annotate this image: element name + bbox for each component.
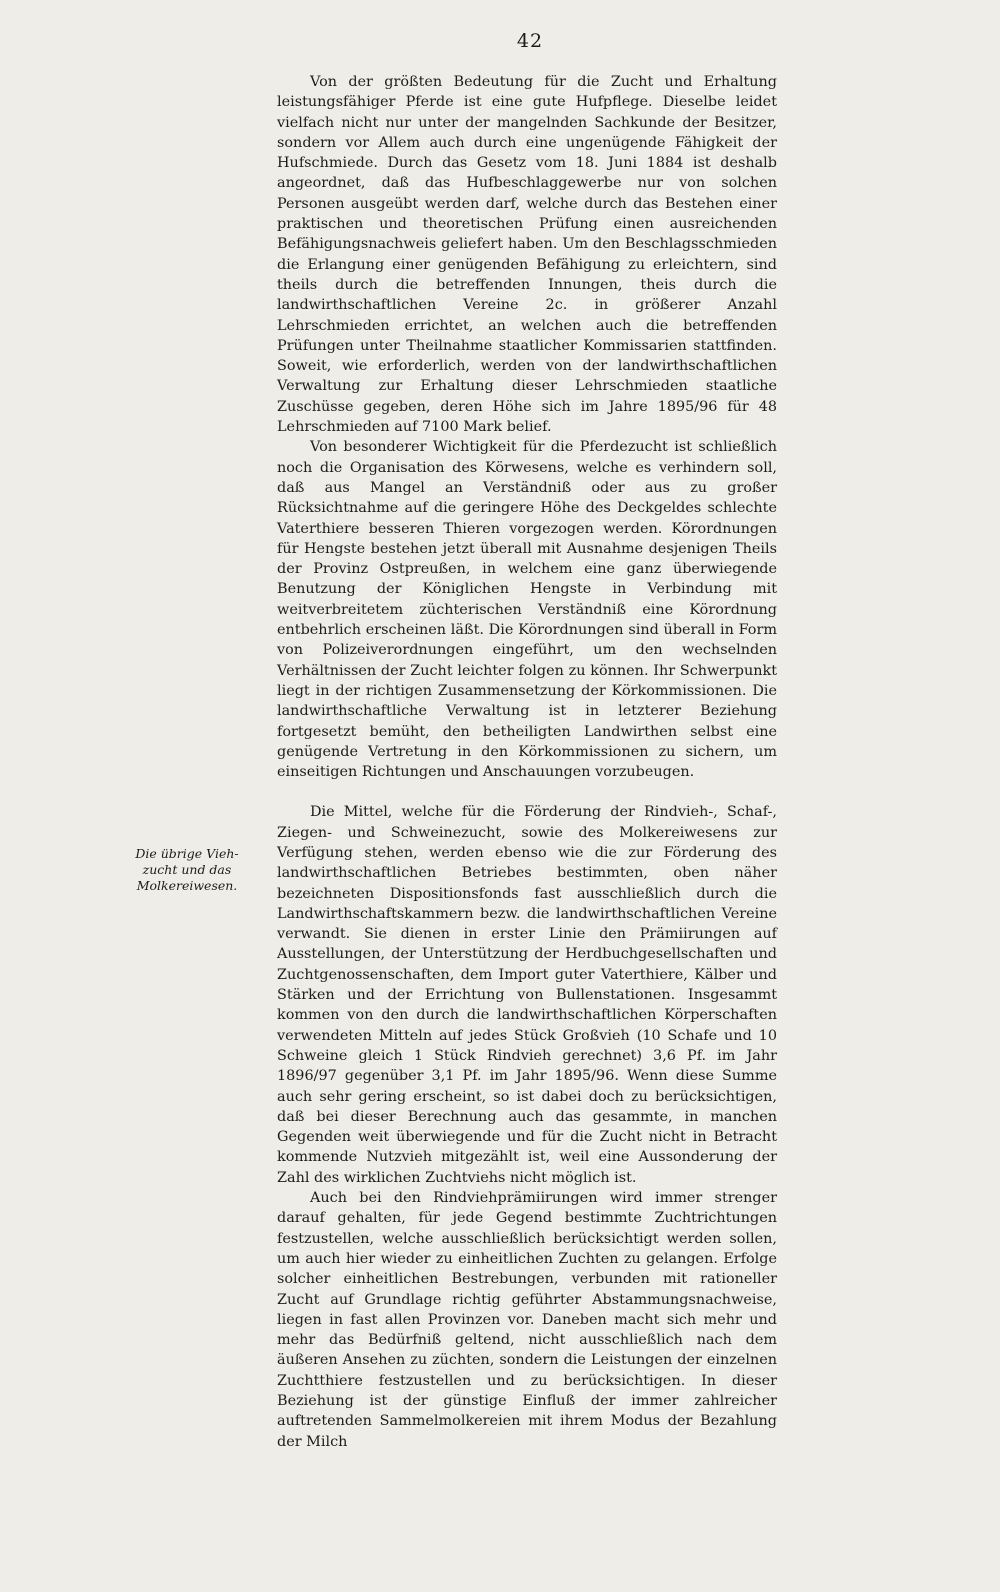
margin-note-line: Molkereiwesen.: [136, 878, 238, 893]
paragraph-koerwesen: Von besonderer Wichtigkeit für die Pferdezucht ist schließlich noch die Organisation des Körwesens, welche es verhindern soll, daß aus Mangel an Verständniß oder aus zu großer Rücksichtnahme auf die geringere Höhe des Deckgeldes schlechte Vaterthiere besseren Thieren vorgezogen werden. Körordnungen für Hengste bestehen jetzt überall mit Ausnahme desjenigen Theils der Provinz Ostpreußen, in welchem eine ganz überwiegende Benutzung der Königlichen Hengste in Verbindung mit weitverbreitetem züchterischen Verständniß eine Körordnung entbehrlich erscheinen läßt. Die Körordnungen sind überall in Form von Polizeiverordnungen eingeführt, um den wechselnden Verhältnissen der Zucht leichter folgen zu können. Ihr Schwerpunkt liegt in der richtigen Zusammensetzung der Körkommissionen. Die landwirthschaftliche Verwaltung ist in letzterer Beziehung fortgesetzt bemüht, den betheiligten Landwirthen selbst eine genügende Vertretung in den Körkommissionen zu sichern, um einseitigen Richtungen und Anschauungen vorzubeugen.: [277, 439, 777, 781]
paragraph-viehzucht-mittel: Die Mittel, welche für die Förderung der Rindvieh-, Schaf-, Ziegen- und Schweinezucht, sowie des Molkereiwesens zur Verfügung stehen, werden ebenso wie die zur Förderung des landwirthschaftlichen Betriebes bestimmten, oben näher bezeichneten Dispositionsfonds fast ausschließlich durch die Landwirthschaftskammern bezw. die landwirthschaftlichen Vereine verwandt. Sie dienen in erster Linie den Prämiirungen auf Ausstellungen, der Unterstützung der Herdbuchgesellschaften und Zuchtgenossenschaften, dem Import guter Vaterthiere, Kälber und Stärken und der Errichtung von Bullenstationen. Insgesammt kommen von den durch die landwirthschaftlichen Körperschaften verwendeten Mitteln auf jedes Stück Großvieh (10 Schafe und 10 Schweine gleich 1 Stück Rindvieh gerechnet) 3,6 Pf. im Jahr 1896/97 gegenüber 3,1 Pf. im Jahr 1895/96. Wenn diese Summe auch sehr gering erscheint, so ist dabei doch zu berücksichtigen, daß bei dieser Berechnung auch das gesammte, in manchen Gegenden weit überwiegende und für die Zucht nicht in Betracht kommende Nutzvieh mitgezählt ist, weil eine Aussonderung der Zahl des wirklichen Zuchtviehs nicht möglich ist.: [277, 804, 777, 1186]
body-text: [277, 72, 777, 1452]
margin-note-line: Die übrige Vieh-: [135, 846, 239, 861]
margin-note-line: zucht und das: [142, 862, 232, 877]
section-gap: [277, 782, 777, 802]
paragraph-hufpflege: Von der größten Bedeutung für die Zucht und Erhaltung leistungsfähiger Pferde ist eine gute Hufpflege. Dieselbe leidet vielfach nicht nur unter der mangelnden Sachkunde der Besitzer, sondern vor Allem auch durch eine ungenügende Fähigkeit der Hufschmiede. Durch das Gesetz vom 18. Juni 1884 ist deshalb angeordnet, daß das Hufbeschlaggewerbe nur von solchen Personen ausgeübt werden darf, welche durch das Bestehen einer praktischen und theoretischen Prüfung einen ausreichenden Befähigungsnachweis geliefert haben. Um den Beschlagsschmieden die Erlangung einer genügenden Befähigung zu erleichtern, sind theils durch die betreffenden Innungen, theis durch die landwirthschaftlichen Vereine 2c. in größerer Anzahl Lehrschmieden errichtet, an welchen auch die betreffenden Prüfungen unter Theilnahme staatlicher Kommissarien stattfinden. Soweit, wie erforderlich, werden von der landwirthschaftlichen Verwaltung zur Erhaltung dieser Lehrschmieden staatliche Zuschüsse gegeben, deren Höhe sich im Jahre 1895/96 für 48 Lehrschmieden auf 7100 Mark belief.: [277, 74, 777, 436]
margin-note: [112, 846, 262, 894]
paragraph-rindviehpraemiirungen: Auch bei den Rindviehprämiirungen wird immer strenger darauf gehalten, für jede Gegend bestimmte Zuchtrichtungen festzustellen, welche ausschließlich berücksichtigt werden sollen, um auch hier wieder zu einheitlichen Zuchten zu gelangen. Erfolge solcher einheitlichen Bestrebungen, verbunden mit rationeller Zucht auf Grundlage richtig geführter Abstammungsnachweise, liegen in fast allen Provinzen vor. Daneben macht sich mehr und mehr das Bedürfniß geltend, nicht ausschließlich nach dem äußeren Ansehen zu züchten, sondern die Leistungen der einzelnen Zuchtthiere festzustellen und zu berücksichtigen. In dieser Beziehung ist der günstige Einfluß der immer zahlreicher auftretenden Sammelmolkereien mit ihrem Modus der Bezahlung der Milch: [277, 1190, 777, 1450]
page-number: 42: [516, 30, 544, 52]
